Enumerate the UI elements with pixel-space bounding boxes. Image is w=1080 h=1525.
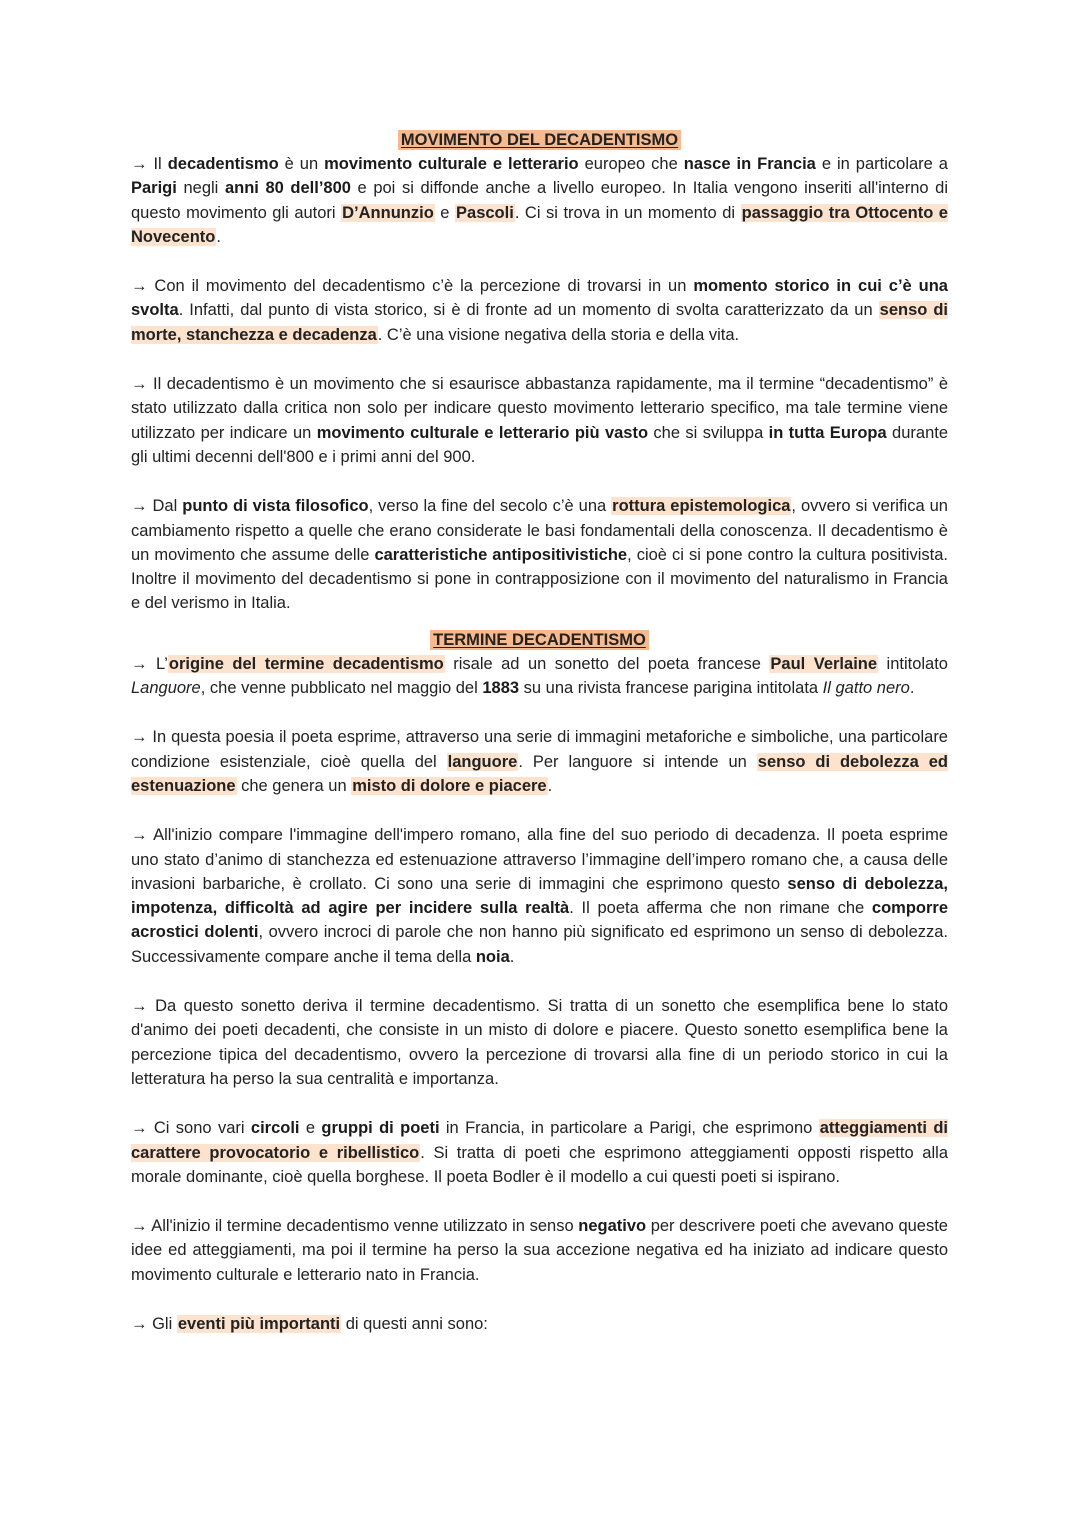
paragraph	[131, 1116, 948, 1189]
body-text: in Francia, in particolare a Parigi, che esprimono	[439, 1119, 819, 1138]
bold-text: punto di vista filosofico	[182, 497, 369, 516]
body-text: intitolato	[878, 654, 948, 673]
highlighted-text: senso di debolezza ed estenuazione	[131, 752, 948, 795]
body-text: → All'inizio il termine decadentismo venne utilizzato in senso	[131, 1217, 579, 1236]
body-text: .	[509, 947, 515, 966]
body-text: , ovvero incroci di parole che non hanno più significato ed esprimono un senso di debolezza. Successivamente compare anche il tema della	[131, 923, 949, 966]
body-text: e in particolare a	[815, 155, 948, 173]
body-text: risale ad un sonetto del poeta francese	[444, 654, 770, 673]
body-text: → Dal	[131, 497, 183, 516]
body-text: , verso la fine del secolo c’è una	[368, 497, 612, 516]
bold-text: movimento culturale e letterario più vasto	[316, 423, 649, 442]
highlighted-text: origine del termine decadentismo	[168, 654, 444, 673]
highlighted-text: languore	[447, 752, 518, 771]
body-text: → Gli	[131, 1314, 177, 1333]
body-text: che si sviluppa	[648, 423, 769, 442]
body-text: , cioè ci si pone contro la cultura positivista. Inoltre il movimento del decadentismo si pone in contrapposizione con il movimento del naturalismo in Francia e del verismo in Italia.	[131, 545, 948, 613]
bold-text: anni 80 dell’800	[224, 179, 351, 198]
body-text: → Il decadentismo è un movimento che si esaurisce abbastanza rapidamente, ma il termine “decadentismo” è stato utilizzato dalla critica non solo per indicare questo movimento letterario specifico, ma tale termine viene utilizzato per indicare un	[131, 375, 948, 442]
bold-text: caratteristiche antipositivistiche	[374, 545, 628, 564]
body-text: . C’è una visione negativa della storia e della vita.	[377, 325, 740, 344]
bold-text: in tutta Europa	[768, 423, 887, 442]
bold-text: gruppi di poeti	[321, 1119, 440, 1138]
body-text: .	[216, 227, 221, 246]
paragraph	[131, 1214, 948, 1287]
body-text: . Ci si trova in un momento di	[514, 203, 741, 222]
paragraph	[131, 652, 948, 701]
bold-text: senso di debolezza, impotenza, difficoltà ad agire per incidere sulla realtà	[131, 874, 948, 918]
highlighted-text: atteggiamenti di carattere provocatorio e ribellistico	[131, 1119, 948, 1162]
highlighted-text: eventi più importanti	[177, 1314, 341, 1333]
section-heading	[131, 128, 948, 152]
section-heading	[131, 628, 948, 652]
italic-text: Languore	[131, 679, 201, 698]
paragraph	[131, 823, 948, 969]
highlighted-text: passaggio tra Ottocento e Novecento	[131, 203, 948, 246]
body-text: → Ci sono vari	[131, 1119, 251, 1138]
body-text: → All'inizio compare l'immagine dell'impero romano, alla fine del suo periodo di decadenza. Il poeta esprime uno stato d’animo di stanchezza ed estenuazione attraverso l’immagine dell’impero romano che, a causa delle invasioni barbariche, è crollato. Ci sono una serie di immagini che esprimono questo	[131, 826, 948, 893]
body-text: . Il poeta afferma che non rimane che	[569, 899, 872, 918]
italic-text: Il gatto nero	[822, 679, 910, 698]
bold-text: decadentismo	[167, 155, 279, 173]
bold-text: momento storico in cui c’è una svolta	[131, 277, 948, 320]
bold-text: Parigi	[131, 179, 177, 198]
body-text: europeo che	[578, 155, 684, 173]
body-text: per descrivere poeti che avevano queste idee ed atteggiamenti, ma poi il termine ha perso la sua accezione negativa ed ha iniziato ad indicare questo movimento culturale e letterario nato in Francia.	[131, 1217, 948, 1284]
highlighted-text: Paul Verlaine	[770, 654, 878, 673]
body-text: su una rivista francese parigina intitolata	[519, 679, 823, 698]
bold-text: 1883	[482, 679, 520, 698]
paragraph	[131, 494, 948, 615]
body-text: e poi si diffonde anche a livello europeo. In Italia vengono inseriti all'interno di questo movimento gli autori	[131, 179, 948, 222]
bold-text: movimento culturale e letterario	[324, 155, 579, 173]
heading-text: MOVIMENTO DEL DECADENTISMO	[398, 130, 681, 150]
body-text: → Il	[131, 155, 168, 173]
body-text: . Infatti, dal punto di vista storico, si è di fronte ad un momento di svolta caratterizzato da un	[178, 301, 879, 320]
highlighted-text: misto di dolore e piacere	[352, 776, 547, 795]
body-text: negli	[176, 179, 225, 198]
body-text: e	[299, 1119, 322, 1138]
body-text: di questi anni sono:	[341, 1314, 488, 1333]
body-text: e	[434, 203, 456, 222]
body-text: .	[547, 776, 553, 795]
paragraph	[131, 725, 948, 798]
paragraph	[131, 274, 948, 347]
highlighted-text: senso di morte, stanchezza e decadenza	[131, 301, 948, 344]
body-text: , ovvero si verifica un cambiamento rispetto a quelle che erano considerate le basi fondamentali della conoscenza. Il decadentismo è un movimento che assume delle	[131, 497, 948, 564]
body-text: durante gli ultimi decenni dell'800 e i primi anni del 900.	[131, 423, 948, 466]
body-text: → L’	[131, 654, 168, 673]
bold-text: circoli	[250, 1119, 300, 1138]
body-text: che genera un	[236, 776, 352, 795]
body-text: , che venne pubblicato nel maggio del	[200, 679, 483, 698]
highlighted-text: Pascoli	[456, 203, 514, 222]
highlighted-text: rottura epistemologica	[612, 497, 791, 516]
body-text: → In questa poesia il poeta esprime, attraverso una serie di immagini metaforiche e simboliche, una particolare condizione esistenziale, cioè quella del	[131, 728, 948, 771]
paragraph	[131, 152, 948, 249]
paragraph	[131, 994, 948, 1091]
body-text: → Con il movimento del decadentismo c’è la percezione di trovarsi in un	[131, 277, 694, 296]
highlighted-text: D’Annunzio	[342, 203, 434, 222]
body-text: .	[909, 679, 915, 698]
bold-text: negativo	[578, 1217, 647, 1236]
paragraph	[131, 372, 948, 469]
paragraph	[131, 1312, 948, 1336]
body-text: . Si tratta di poeti che esprimono atteggiamenti opposti rispetto alla morale dominante, cioè quella borghese. Il poeta Bodler è il modello a cui questi poeti si ispirano.	[131, 1143, 948, 1186]
body-text: → Da questo sonetto deriva il termine decadentismo. Si tratta di un sonetto che esemplifica bene lo stato d'animo dei poeti decadenti, che consiste in un misto di dolore e piacere. Questo sonetto esemplifica bene la percezione tipica del decadentismo, ovvero la percezione di trovarsi alla fine di un periodo storico in cui la letteratura ha perso la sua centralità e importanza.	[131, 997, 948, 1088]
bold-text: noia	[475, 947, 510, 966]
bold-text: comporre acrostici dolenti	[131, 899, 948, 942]
bold-text: nasce in Francia	[683, 155, 816, 173]
body-text: . Per languore si intende un	[518, 752, 757, 771]
heading-text: TERMINE DECADENTISMO	[430, 630, 649, 650]
body-text: è un	[278, 155, 325, 173]
